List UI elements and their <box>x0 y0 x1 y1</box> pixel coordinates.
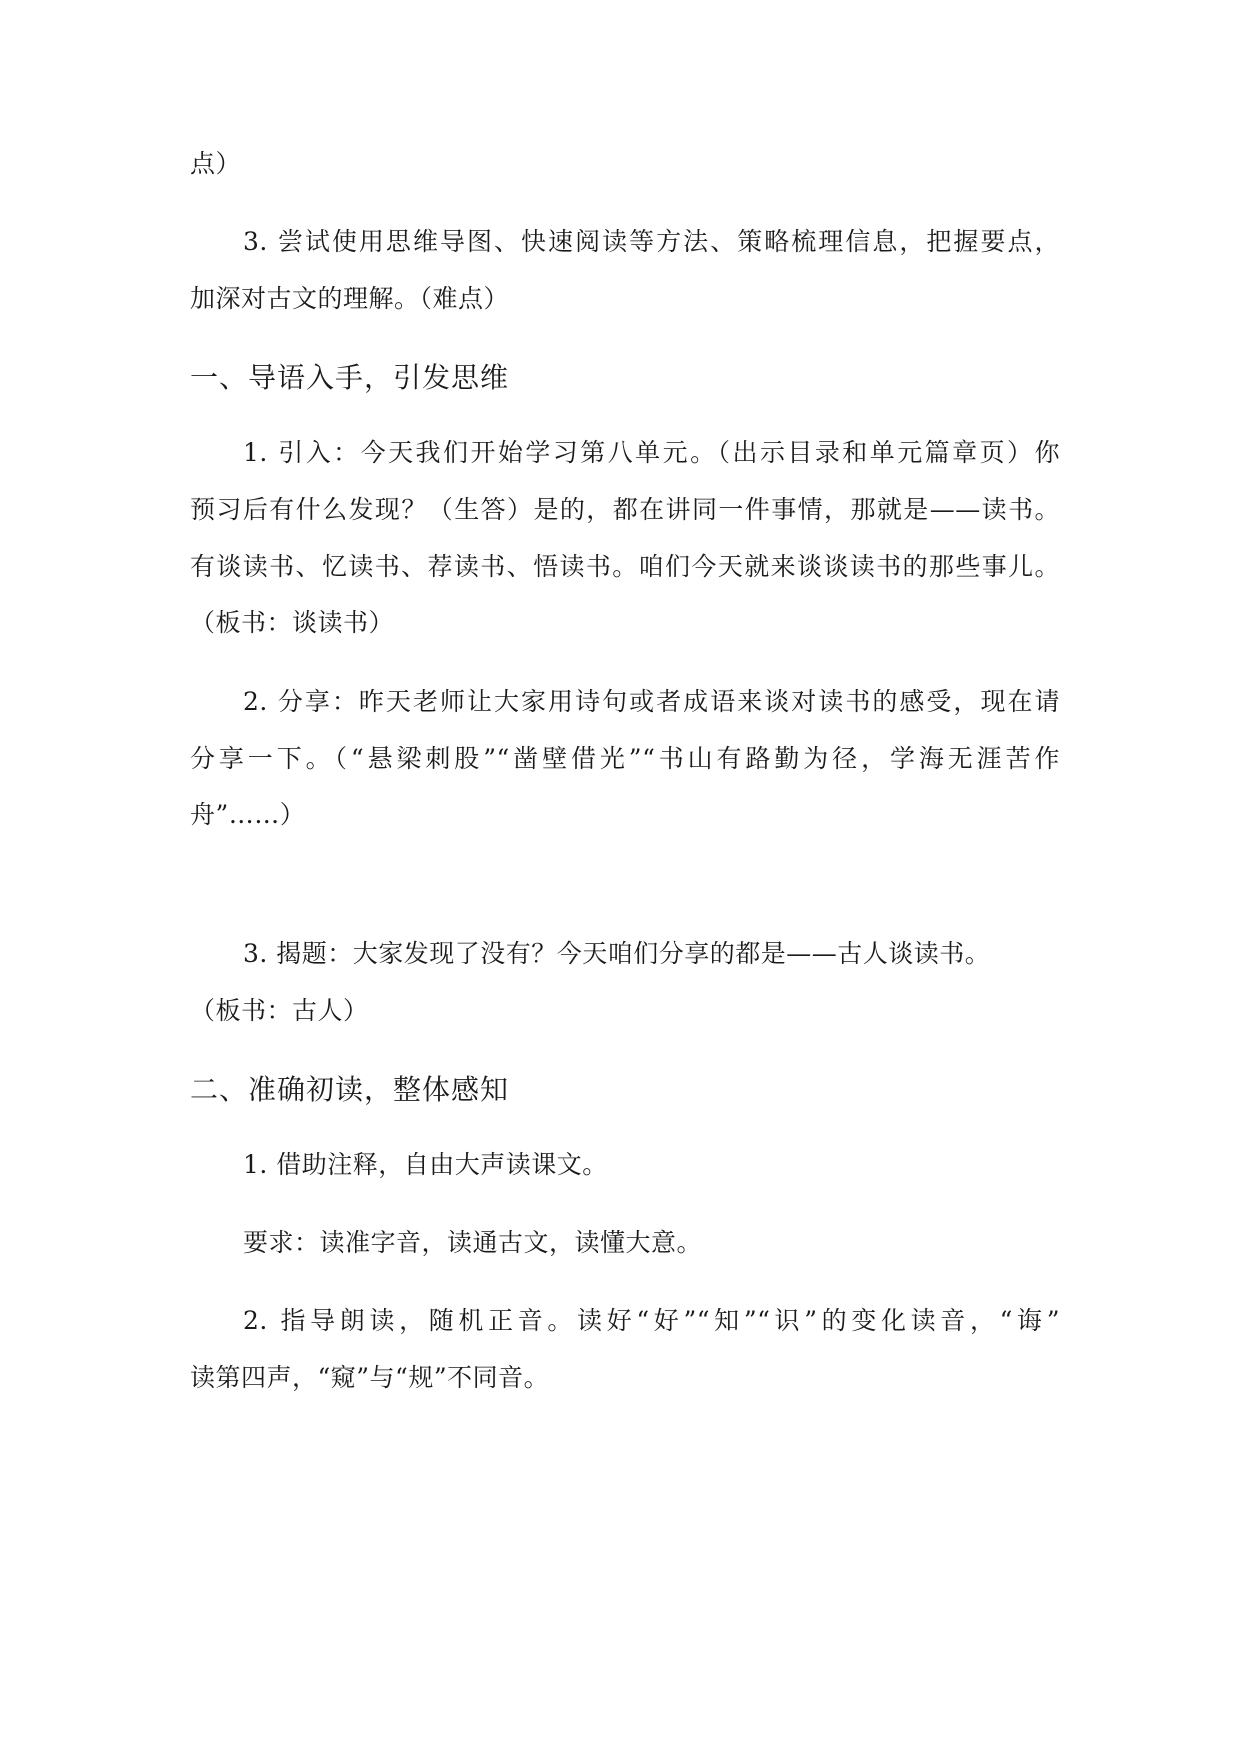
section-1-item-1-line-1: 1. 引入：今天我们开始学习第八单元。（出示目录和单元篇章页）你 <box>243 438 1060 467</box>
section-2-item-2-line-1: 2. 指导朗读，随机正音。读好“好”“知”“识”的变化读音，“诲” <box>243 1306 1060 1335</box>
section-2-heading: 二、准确初读，整体感知 <box>190 1073 510 1106</box>
section-1-item-2-line-3: 舟”……） <box>190 800 306 829</box>
section-1-item-2-line-2: 分享一下。（“悬梁刺股”“凿壁借光”“书山有路勤为径，学海无涯苦作 <box>190 744 1060 773</box>
section-2-item-2-line-2: 读第四声，“窥”与“规”不同音。 <box>190 1363 550 1392</box>
intro-continuation: 点） <box>190 149 242 178</box>
section-2-requirement: 要求：读准字音，读通古文，读懂大意。 <box>243 1228 703 1257</box>
section-1-item-1-line-3: 有谈读书、忆读书、荐读书、悟读书。咱们今天就来谈谈读书的那些事儿。 <box>190 552 1060 581</box>
section-1-item-1-line-4: （板书：谈读书） <box>190 608 395 637</box>
goal-3-line-1: 3. 尝试使用思维导图、快速阅读等方法、策略梳理信息，把握要点， <box>243 227 1060 256</box>
section-1-heading: 一、导语入手，引发思维 <box>190 361 510 394</box>
section-2-item-1-line-1: 1. 借助注释，自由大声读课文。 <box>243 1150 608 1179</box>
section-1-item-2-line-1: 2. 分享：昨天老师让大家用诗句或者成语来谈对读书的感受，现在请 <box>243 687 1060 716</box>
section-1-item-1-line-2: 预习后有什么发现？（生答）是的，都在讲同一件事情，那就是——读书。 <box>190 495 1060 524</box>
goal-3-line-2: 加深对古文的理解。（难点） <box>190 284 510 313</box>
section-1-item-3-line-2: （板书：古人） <box>190 996 369 1025</box>
section-1-item-3-line-1: 3. 揭题：大家发现了没有？今天咱们分享的都是——古人谈读书。 <box>243 939 991 968</box>
